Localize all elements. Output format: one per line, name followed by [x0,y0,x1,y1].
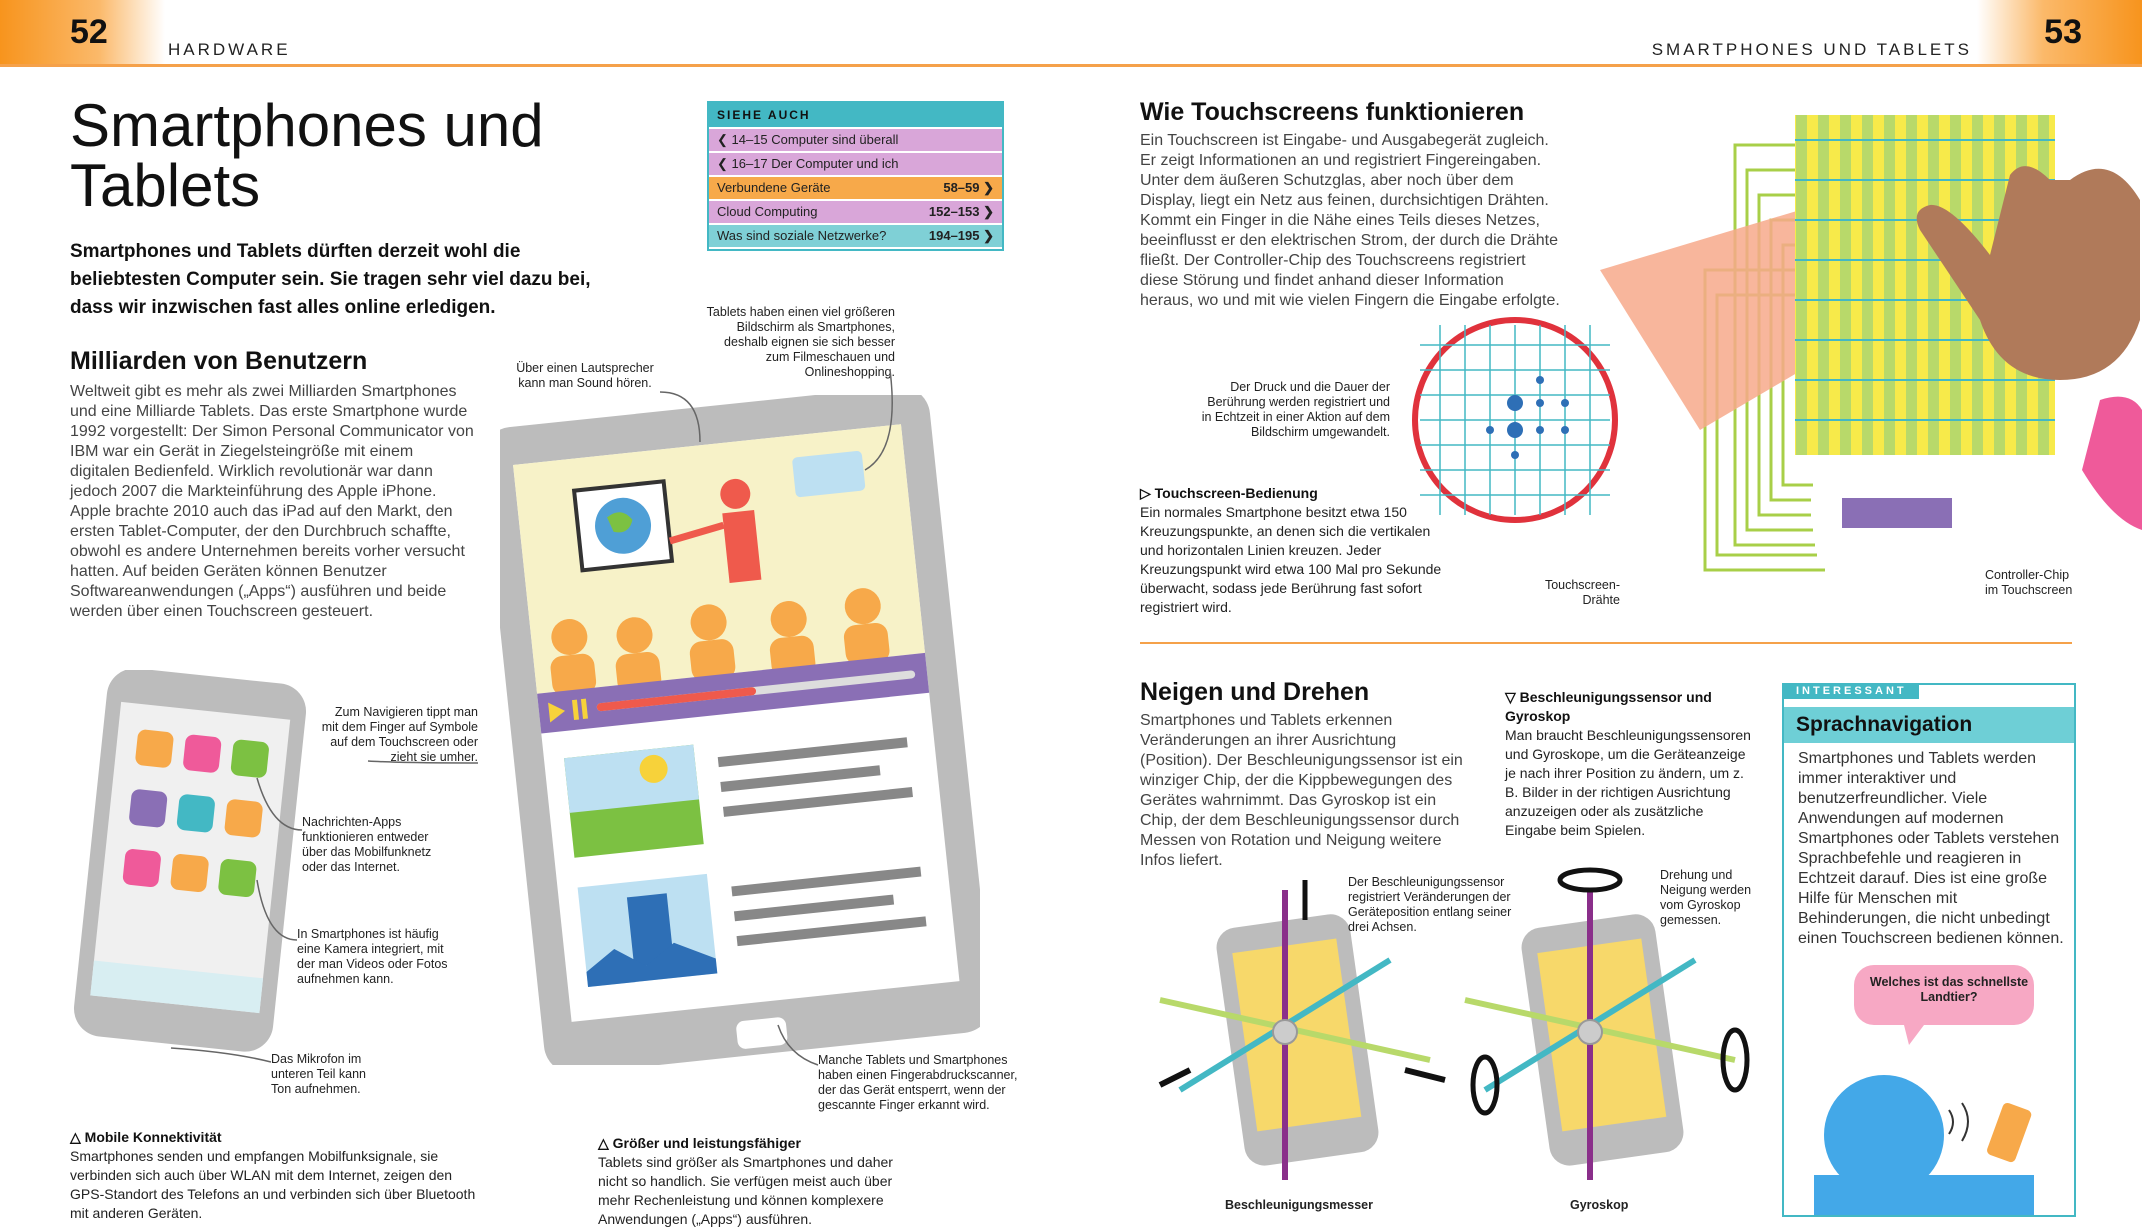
interest-text: Smartphones und Tablets werden immer interaktiver und benutzerfreundlicher. Viele Anwendungen auf modernen Smartphones oder Tablets verstehen Sprachbefehle und reagieren in Echtzeit darauf. Dies ist eine große Hilfe für Menschen mit Behinderungen, die nicht unbedingt einen Touchscreen bedienen können. [1798,750,2064,947]
section-divider [1140,642,2072,644]
accelerometer-label: Beschleunigungsmesser [1225,1198,1373,1212]
speaker-callout: Über einen Lautsprecher kann man Sound hören. [516,361,654,390]
users-text: Weltweit gibt es mehr als zwei Milliarden Smartphones und eine Milliarde Tablets. Das erste Smartphone wurde 1992 vorgestellt: Der Simon Personal Communicator von IBM war ein Gerät in Ziegelsteingröße mit einem digitalen Bedienfeld. Wirklich revolutionär war dann jedoch 2007 die Markteinführung des Apple iPhone. Apple brachte 2010 auch das iPad auf den Markt, den ersten Tablet-Computer, der den Durchbruch schaffte, obwohl es andere Unternehmen bereits vorher versucht hatten. Auf beiden Geräten können Benutzer Softwareanwendungen („Apps“) ausführen und beide werden über einen Touchscreen gesteuert. [70,383,474,620]
touch-operation-caption [1140,484,1450,617]
microphone-callout: Das Mikrofon im unteren Teil kann Ton aufnehmen. [271,1052,366,1096]
gyroscope-label: Gyroskop [1570,1198,1629,1212]
tablet-screen-callout: Tablets haben einen viel größeren Bildschirm als Smartphones, deshalb eignen sie sich besser zum Filmeschauen und Onlineshopping. [706,305,895,379]
left-section-label: HARDWARE [168,40,291,59]
see-also-link[interactable]: Verbundene Geräte 58–59 ❯ [709,177,1002,199]
interest-title: Sprachnavigation [1784,707,2074,743]
gyroscope-callout: Drehung und Neigung werden vom Gyroskop gemessen. [1660,868,1752,927]
navigate-callout: Zum Navigieren tippt man mit dem Finger auf Symbole auf dem Touchscreen oder zieht sie umher. [321,705,478,764]
touch-heading: Wie Touchscreens funktionieren [1140,98,1525,126]
fingerprint-callout: Manche Tablets und Smartphones haben einen Fingerabdruckscanner, der das Gerät entsperrt, wenn der gescannte Finger erkannt wird. [818,1053,1018,1112]
intro-text: Smartphones und Tablets dürften derzeit wohl die beliebtesten Computer sein. Sie tragen sehr viel dazu bei, dass wir inzwischen fast alles online erledigen. [70,241,591,318]
pressure-callout: Der Druck und die Dauer der Berührung werden registriert und in Echtzeit in einer Aktion auf dem Bildschirm umgewandelt. [1201,380,1390,439]
bigger-caption-text: Tablets sind größer als Smartphones und daher nicht so handlich. Sie verfügen meist auch über mehr Rechenleistung und können komplexere Anwendungen („Apps“) ausführen. [598,1154,893,1227]
accelerometer-callout: Der Beschleunigungssensor registriert Veränderungen der Geräteposition entlang seiner drei Achsen. [1348,875,1512,934]
voice-bubble: Welches ist das schnellste Landtier? [1869,975,2029,1004]
interest-tag: INTERESSANT [1784,683,1919,699]
see-also-label: SIEHE AUCH [709,103,1002,127]
messages-callout: Nachrichten-Apps funktionieren entweder über das Mobilfunknetz oder das Internet. [302,815,432,874]
sensor-caption [1505,688,1755,840]
touch-text: Ein Touchscreen ist Eingabe- und Ausgabegerät zugleich. Er zeigt Informationen an und registriert Fingereingaben. Unter dem äußeren Schutzglas, aber noch über dem Display, liegt ein Netz aus feinen, durchsichtigen Drähten. Kommt ein Finger in die Nähe eines Teils dieses Netzes, beeinflusst er den elektrischen Strom, der durch die Drähte fließt. Der Controller-Chip des Touchscreens registriert diese Störung und findet anhand dieser Information heraus, wo und mit wie vielen Fingern die Eingabe erfolgte. [1140,132,1560,309]
mobile-caption-text: Smartphones senden und empfangen Mobilfunksignale, sie verbinden sich auch über WLAN mit dem Internet, zeigen den GPS-Standort des Telefons an und verbinden sich über Bluetooth mit anderen Geräten. [70,1148,476,1221]
see-also-link[interactable]: Cloud Computing 152–153 ❯ [709,201,1002,223]
interest-box [1782,683,2076,1217]
right-page-number: 53 [1977,0,2142,64]
mobile-caption-title: △ Mobile Konnektivität [70,1129,222,1145]
users-heading: Milliarden von Benutzern [70,347,368,375]
tilt-text: Smartphones und Tablets erkennen Veränderungen an ihrer Ausrichtung (Position). Der Beschleunigungssensor ist ein winziger Chip, der die Kippbewegungen des Gerätes wahrnimmt. Das Gyroskop ist ein Chip, der dem Beschleunigungssensor durch Messen von Rotation und Neigung weitere Infos liefert. [1140,712,1463,869]
touch-operation-title: ▷ Touchscreen-Bedienung [1140,485,1318,501]
see-also-link[interactable]: ❮ 16–17 Der Computer und ich [709,153,1002,175]
sensor-caption-text: Man braucht Beschleunigungssensoren und Gyroskope, um die Geräteanzeige je nach ihrer Position zu ändern, um z. B. Bilder in der richtigen Ausrichtung anzuzeigen oder als zusätzliche Eingabe beim Spielen. [1505,727,1751,838]
wires-callout: Touchscreen-Drähte [1544,578,1620,607]
mobile-caption [70,1128,490,1223]
sensor-caption-title: ▽ Beschleunigungssensor und Gyroskop [1505,689,1712,724]
page-title: Smartphones und Tablets [70,92,544,219]
left-page-number: 52 [0,0,165,64]
bigger-caption-title: △ Größer und leistungsfähiger [598,1135,801,1151]
camera-callout: In Smartphones ist häufig eine Kamera integriert, mit der man Videos oder Fotos aufnehmen kann. [297,927,448,986]
touchscreen-illustration [1400,100,2142,620]
touch-operation-text: Ein normales Smartphone besitzt etwa 150 Kreuzungspunkte, an denen sich die vertikalen und horizontalen Linien kreuzen. Jeder Kreuzungspunkt wird etwa 100 Mal pro Sekunde überwacht, sodass jede Berührung fast sofort registriert wird. [1140,504,1442,615]
bigger-caption [598,1134,923,1229]
right-section-label: SMARTPHONES UND TABLETS [1651,40,1972,59]
tilt-heading: Neigen und Drehen [1140,678,1370,706]
chip-callout: Controller-Chip im Touchscreen [1985,568,2073,597]
see-also-link[interactable]: ❮ 14–15 Computer sind überall [709,129,1002,151]
see-also-link[interactable]: Was sind soziale Netzwerke? 194–195 ❯ [709,225,1002,247]
